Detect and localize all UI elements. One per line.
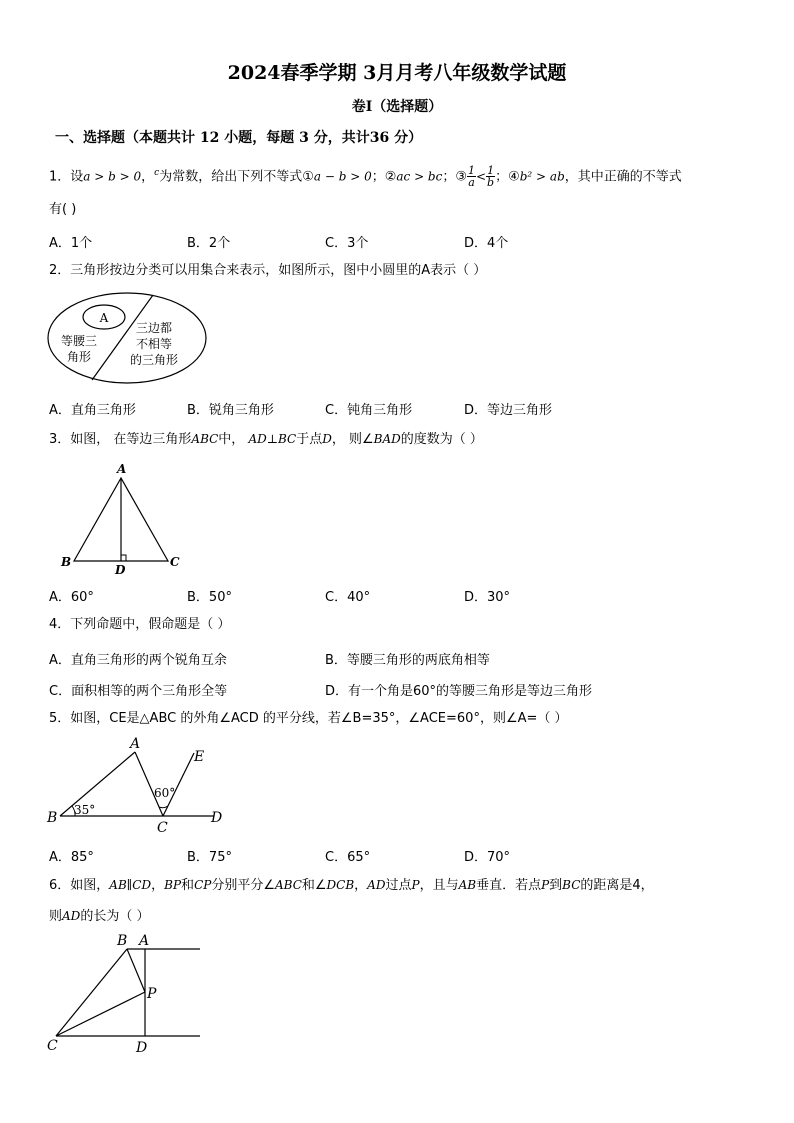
right-angle-mark	[121, 555, 126, 561]
q6-parallel-lines-figure	[44, 930, 209, 1058]
q3-text: ， 则∠	[331, 432, 374, 447]
q1-math: a > b > 0	[83, 169, 142, 184]
q6-math: P	[541, 878, 550, 892]
angle-b-value: 35°	[74, 803, 96, 817]
q6-math: AD	[62, 909, 81, 923]
q1-text: ，其中正确的不等式	[564, 169, 682, 185]
q1-text: ，	[141, 169, 155, 185]
q4-option-b: B．等腰三角形的两底角相等	[325, 653, 490, 668]
q1-text: ；	[495, 169, 509, 185]
segment-bp	[127, 949, 145, 992]
q6-text: ，且与	[419, 878, 459, 893]
question-6-line-1	[49, 877, 654, 894]
q3-math: AD⊥BC	[248, 432, 297, 446]
q6-text: 分别平分∠	[211, 878, 275, 893]
vertex-c-label: C	[157, 820, 168, 835]
question-1-line-1	[49, 165, 682, 188]
page-title: 2024春季学期 3月月考八年级数学试题	[227, 62, 567, 84]
q4-option-d: D．有一个角是60°的等腰三角形是等边三角形	[325, 684, 593, 699]
vertex-b-label: B	[61, 555, 72, 569]
q3-math: BAD	[373, 432, 401, 446]
q3-math: D	[322, 432, 332, 446]
point-c-label: C	[47, 1038, 58, 1054]
q1-text: 为常数，给出下列不等式	[159, 169, 303, 185]
point-e-label: E	[194, 749, 205, 765]
scalene-label-line2: 不相等	[135, 337, 173, 351]
angle-ace-value: 60°	[154, 786, 176, 800]
isosceles-label-line2: 角形	[66, 350, 92, 364]
q2-option-c: C．钝角三角形	[325, 403, 413, 418]
q3-math: ABC	[191, 432, 219, 446]
vertex-b-label: B	[47, 810, 58, 826]
vertex-c-label: C	[170, 555, 180, 569]
q6-text: 和∠	[301, 878, 327, 893]
q1-fraction	[467, 165, 476, 188]
segment-ba	[60, 752, 135, 816]
q3-text: 中，	[218, 432, 249, 447]
q6-text: 的距离是4，	[580, 878, 654, 893]
q6-math: AD	[367, 878, 386, 892]
q1-math: <	[476, 169, 487, 184]
q1-math: ac > bc	[396, 169, 443, 184]
question-4-stem: 4．下列命题中，假命题是（ ）	[49, 617, 231, 632]
q3-text: 3．如图， 在等边三角形	[49, 432, 192, 447]
scalene-label-line1: 三边都	[135, 321, 173, 335]
q6-math: BC	[562, 878, 581, 892]
fraction-numerator: 1	[468, 164, 476, 178]
q6-math: AB∥CD	[109, 878, 152, 892]
q5-option-a: A．85°	[49, 850, 94, 865]
q1-item-marker: ①	[302, 169, 314, 185]
question-6-line-2	[49, 908, 149, 925]
q1-math: c	[154, 168, 160, 178]
q1-option-a: A．1个	[49, 236, 93, 251]
question-3-stem	[49, 431, 483, 448]
q4-option-c: C．面积相等的两个三角形全等	[49, 684, 228, 699]
q1-text: 1．设	[49, 169, 84, 185]
q6-text: 垂直．若点	[476, 878, 542, 893]
q6-text: ，	[151, 878, 165, 893]
q1-option-d: D．4个	[464, 236, 509, 251]
point-d-label: D	[115, 563, 126, 576]
segment-bc	[56, 949, 127, 1036]
question-5-stem: 5．如图，CE是△ABC 的外角∠ACD 的平分线，若∠B=35°，∠ACE=60°，则∠A=（ ）	[49, 711, 568, 726]
q5-exterior-angle-figure	[44, 735, 234, 835]
volume-subtitle: 卷I（选择题）	[351, 99, 443, 115]
q1-text: ；	[442, 169, 456, 185]
q1-math: a − b > 0	[313, 169, 372, 184]
point-a-label: A	[139, 933, 150, 949]
vertex-a-label: A	[130, 736, 141, 752]
q1-fraction	[486, 165, 495, 188]
q6-math: BP	[164, 878, 182, 892]
q4-option-a: A．直角三角形的两个锐角互余	[49, 653, 227, 668]
segment-ac	[135, 752, 163, 816]
point-d-label: D	[211, 810, 223, 826]
q1-item-marker: ②	[384, 169, 397, 185]
q2-option-d: D．等边三角形	[464, 403, 553, 418]
point-d-label: D	[136, 1040, 148, 1056]
q1-option-b: B．2个	[187, 236, 231, 251]
section-heading: 一、选择题（本题共计 12 小题，每题 3 分，共计36 分）	[55, 130, 423, 146]
q6-text: 6．如图，	[49, 878, 110, 893]
question-1-line-2: 有( )	[49, 202, 77, 217]
q1-option-c: C．3个	[325, 236, 369, 251]
fraction-denominator: a	[468, 176, 475, 190]
q3-text: 于点	[296, 432, 323, 447]
scalene-label-line3: 的三角形	[129, 353, 179, 367]
q5-option-d: D．70°	[464, 850, 511, 865]
q1-item-marker: ④	[508, 169, 520, 185]
isosceles-label-line1: 等腰三	[60, 334, 98, 348]
q6-text: 和	[181, 878, 195, 893]
q3-option-c: C．40°	[325, 590, 371, 605]
q3-option-d: D．30°	[464, 590, 511, 605]
q3-option-a: A．60°	[49, 590, 94, 605]
q3-text: 的度数为（ ）	[400, 432, 483, 447]
q5-option-b: B．75°	[187, 850, 232, 865]
point-p-label: P	[147, 986, 157, 1002]
q2-option-a: A．直角三角形	[49, 403, 136, 418]
q6-math: ABC	[274, 878, 302, 892]
q6-math: AB	[458, 878, 477, 892]
q1-math: b² > ab	[519, 169, 565, 184]
q6-text: 过点	[385, 878, 412, 893]
q5-option-c: C．65°	[325, 850, 371, 865]
q1-text: ；	[371, 169, 385, 185]
q3-option-b: B．50°	[187, 590, 232, 605]
q6-text: 到	[549, 878, 563, 893]
q6-text: 则	[49, 909, 63, 924]
question-2-stem: 2．三角形按边分类可以用集合来表示，如图所示，图中小圆里的A表示（ ）	[49, 263, 487, 278]
q2-option-b: B．锐角三角形	[187, 403, 274, 418]
vertex-a-label: A	[117, 462, 127, 476]
q2-set-diagram	[46, 290, 212, 388]
point-b-label: B	[117, 933, 128, 949]
fraction-numerator: 1	[487, 164, 495, 178]
segment-cp	[56, 992, 145, 1036]
q6-math: CP	[194, 878, 212, 892]
q6-text: ，	[354, 878, 368, 893]
small-circle-label: A	[99, 311, 109, 325]
q6-text: 的长为（ ）	[80, 909, 150, 924]
fraction-denominator: b	[487, 176, 495, 190]
q1-item-marker: ③	[455, 169, 468, 185]
q6-math: P	[411, 878, 420, 892]
q6-math: DCB	[326, 878, 355, 892]
q3-triangle-figure	[56, 458, 186, 576]
